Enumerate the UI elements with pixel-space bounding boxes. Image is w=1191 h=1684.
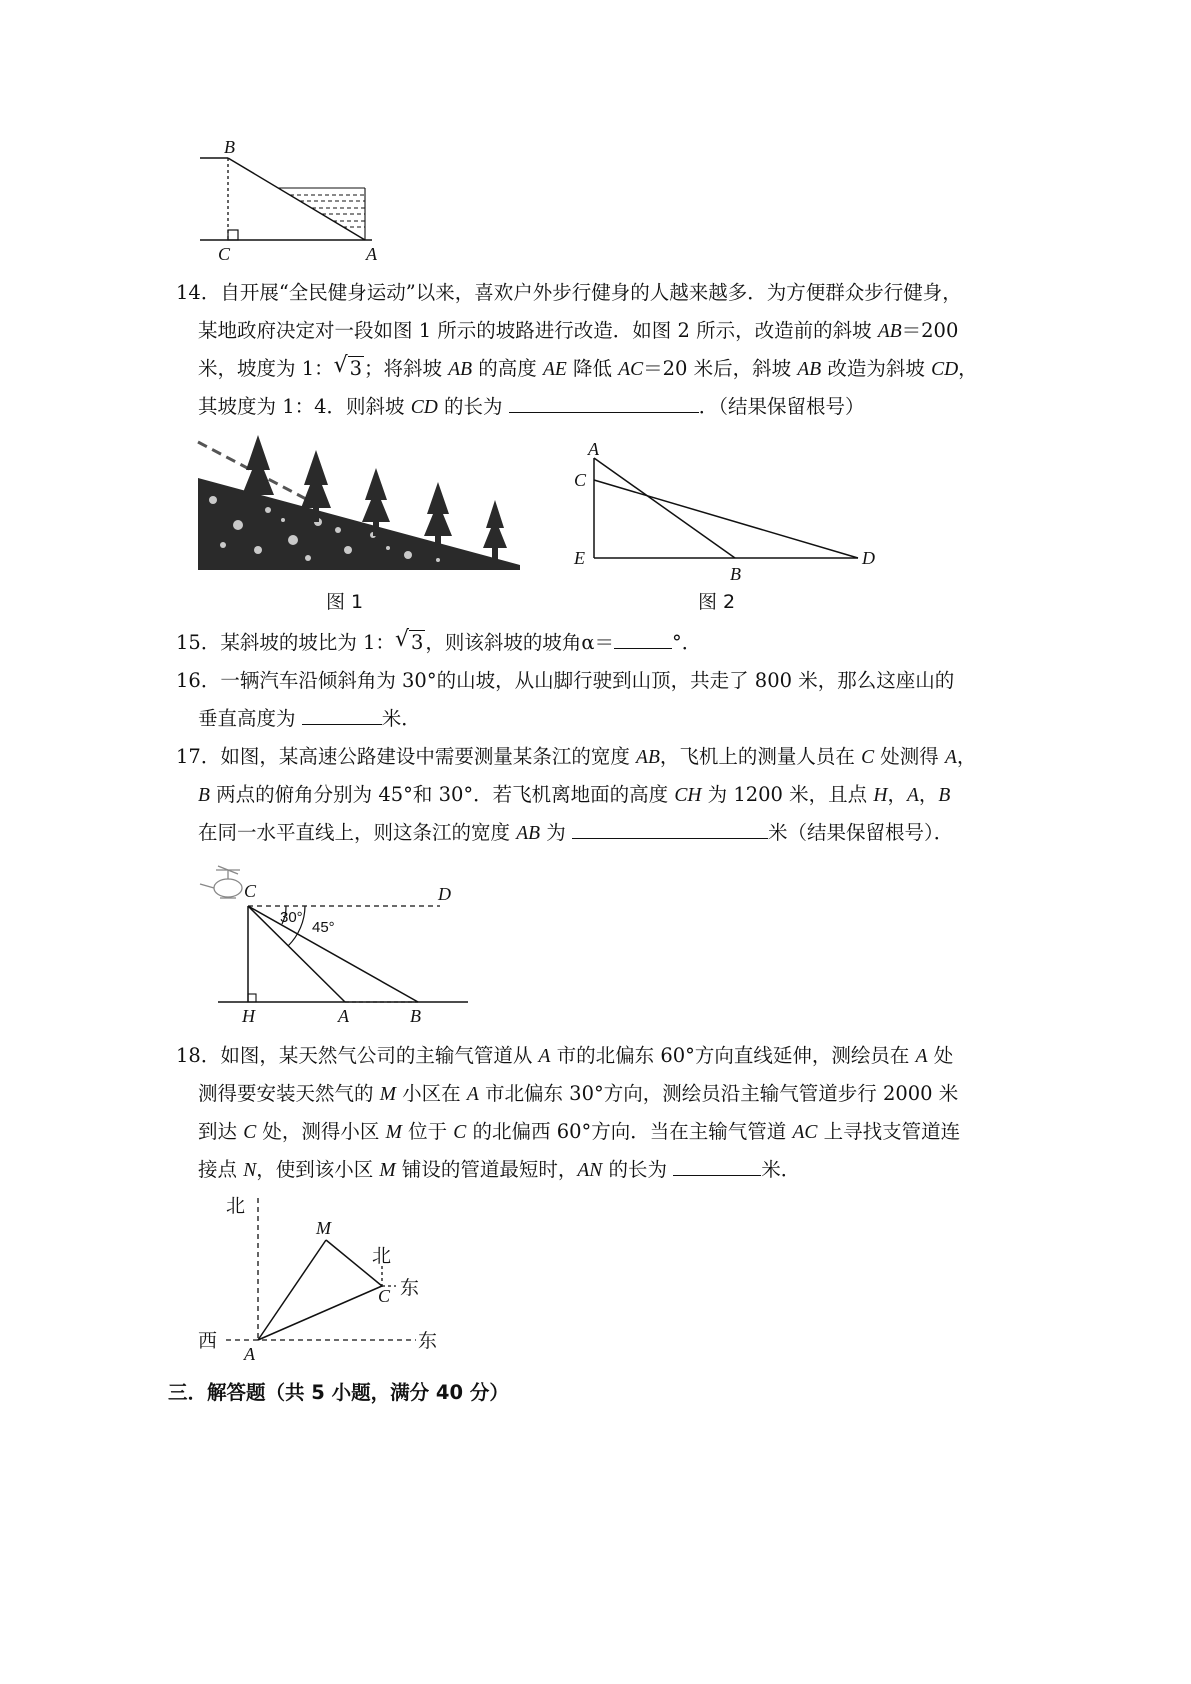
figure-q17 (200, 858, 490, 1028)
q15-number: 15． (176, 631, 221, 654)
q17-line2: B 两点的俯角分别为 45°和 30°．若飞机离地面的高度 CH 为 1200 米，且点 H，A，B (198, 783, 951, 806)
angle-45-label: 45° (312, 919, 335, 936)
answer-blank-q14[interactable] (509, 394, 699, 413)
q18-line1: 18．如图，某天然气公司的主输气管道从 A 市的北偏东 60°方向直线延伸，测绘员在 A 处 (176, 1044, 954, 1067)
answer-blank-q16[interactable] (302, 706, 382, 725)
q18-line3: 到达 C 处，测得小区 M 位于 C 的北偏西 60°方向．当在主输气管道 AC 上寻找支管道连 (198, 1120, 961, 1143)
sqrt-symbol: √ 3 (394, 627, 424, 654)
figure-2-caption: 图 2 (698, 591, 736, 613)
figure-2-diagram (570, 440, 890, 630)
label-b: B (730, 564, 741, 584)
figure-1-slope-photo (198, 430, 528, 630)
q18-number: 18． (176, 1044, 221, 1067)
q16-line1: 16．一辆汽车沿倾斜角为 30°的山坡，从山脚行驶到山顶，共走了 800 米，那么这座山的 (176, 669, 955, 692)
q14-line3: 米，坡度为 1： √ 3 ；将斜坡 AB 的高度 AE 降低 AC＝20 米后，斜坡 AB 改造为斜坡 CD， (198, 353, 978, 380)
label-d: D (438, 884, 451, 904)
q14-line4: 其坡度为 1：4．则斜坡 CD 的长为 ．（结果保留根号） (198, 395, 865, 418)
label-a: A (366, 244, 377, 264)
answer-blank-q15[interactable] (614, 630, 672, 649)
q15-line: 15．某斜坡的坡比为 1： √ 3 ，则该斜坡的坡角α＝ °． (176, 627, 702, 654)
label-b: B (224, 137, 235, 157)
label-h: H (242, 1006, 255, 1026)
q14-number: 14． (176, 281, 221, 304)
q17-line1: 17．如图，某高速公路建设中需要测量某条江的宽度 AB，飞机上的测量人员在 C 处测得 A， (176, 745, 977, 768)
label-b: B (410, 1006, 421, 1026)
label-c: C (244, 881, 257, 901)
q17-number: 17． (176, 745, 221, 768)
q14-line1: 14．自开展“全民健身运动”以来，喜欢户外步行健身的人越来越多．为方便群众步行健身， (176, 281, 962, 304)
q17-line3: 在同一水平直线上，则这条江的宽度 AB 为 米（结果保留根号）． (198, 821, 954, 844)
q16-number: 16． (176, 669, 221, 692)
sqrt-symbol: √ 3 (333, 353, 363, 380)
q18-line2: 测得要安装天然气的 M 小区在 A 市北偏东 30°方向，测绘员沿主输气管道步行 2000 米 (198, 1082, 959, 1105)
label-d: D (862, 548, 875, 568)
north-label-c: 北 (372, 1245, 392, 1267)
q14-line2: 某地政府决定对一段如图 1 所示的坡路进行改造．如图 2 所示，改造前的斜坡 AB＝200 (198, 319, 959, 342)
label-a: A (588, 439, 599, 459)
q16-line2: 垂直高度为 米． (198, 707, 421, 730)
west-label-a: 西 (198, 1330, 218, 1352)
label-c: C (574, 470, 587, 490)
answer-blank-q17[interactable] (572, 820, 768, 839)
label-a: A (338, 1006, 349, 1026)
label-e: E (574, 548, 585, 568)
east-label-a: 东 (418, 1330, 438, 1352)
figure-q13 (200, 138, 400, 263)
angle-30-label: 30° (280, 909, 303, 926)
label-c: C (218, 244, 231, 264)
helicopter-icon (200, 866, 242, 898)
answer-blank-q18[interactable] (673, 1157, 761, 1176)
label-m: M (316, 1218, 331, 1238)
north-label-a: 北 (226, 1195, 246, 1217)
figure-q18 (196, 1190, 456, 1370)
figure-1-caption: 图 1 (326, 591, 364, 613)
section-heading: 三．解答题（共 5 小题，满分 40 分） (168, 1381, 509, 1404)
label-c: C (378, 1286, 391, 1306)
q18-line4: 接点 N，使到该小区 M 铺设的管道最短时，AN 的长为 米． (198, 1158, 801, 1181)
label-a: A (244, 1344, 255, 1364)
east-label-c: 东 (400, 1277, 420, 1299)
